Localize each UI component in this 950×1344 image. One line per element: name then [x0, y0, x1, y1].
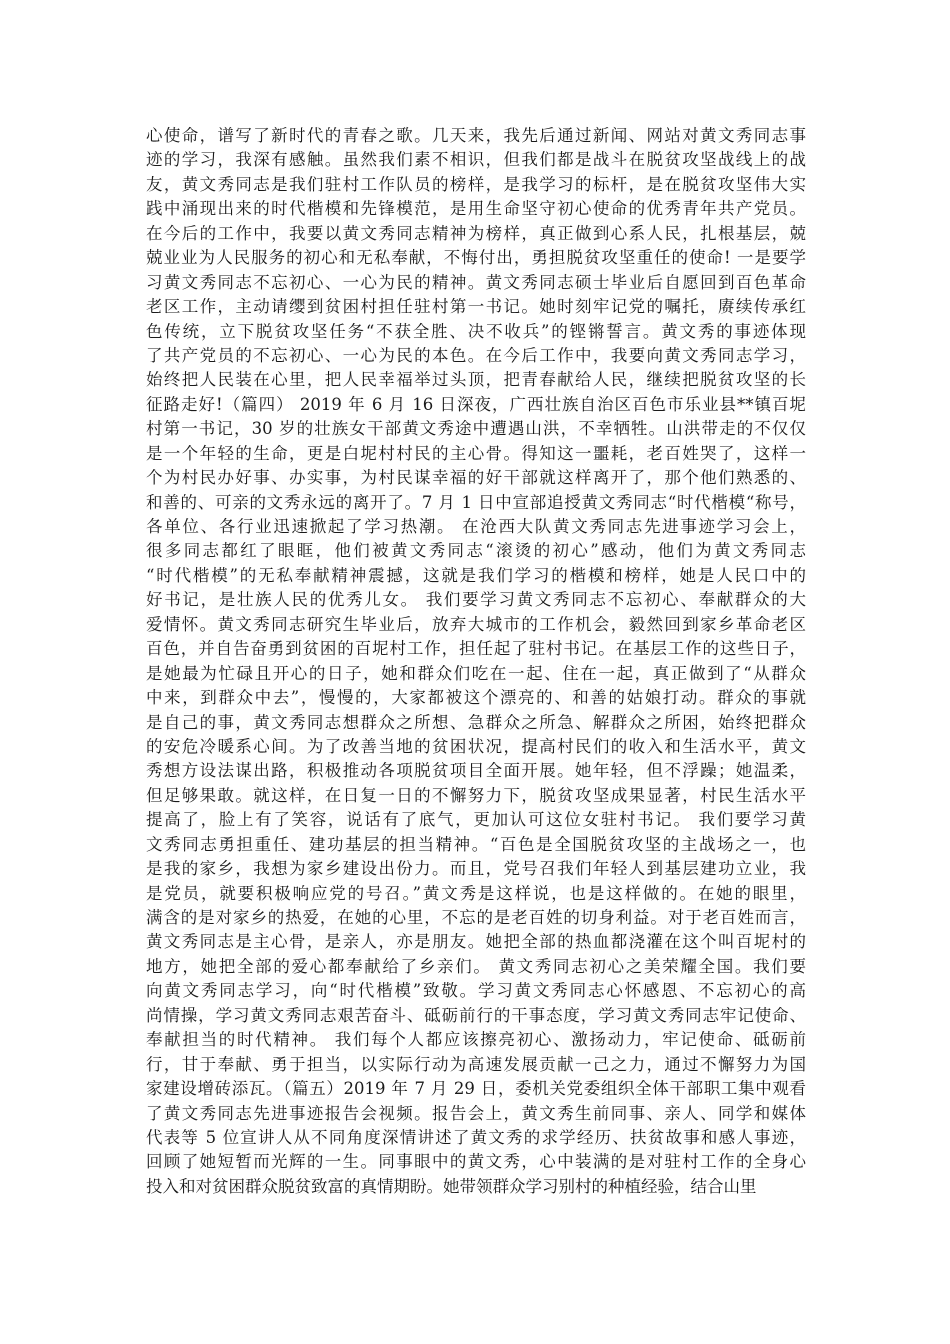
- text-line: 但足够果敢。就这样，在日复一日的不懈努力下，脱贫攻坚成果显著，村民生活水平: [146, 785, 806, 805]
- text-line: 行，甘于奉献、勇于担当，以实际行动为高速发展贡献一己之力，通过不懈努力为国: [146, 1054, 806, 1074]
- text-line: “时代楷模”的无私奉献精神震撼，这就是我们学习的楷模和榜样，她是人民口中的: [146, 565, 806, 585]
- text-line: 秀想方设法谋出路，积极推动各项脱贫项目全面开展。她年轻，但不浮躁；她温柔，: [146, 761, 806, 781]
- text-line: 很多同志都红了眼眶，他们被黄文秀同志“滚烫的初心”感动，他们为黄文秀同志: [146, 541, 806, 561]
- text-line: 黄文秀同志是主心骨，是亲人，亦是朋友。她把全部的热血都浇灌在这个叫百坭村的: [146, 932, 806, 952]
- text-line: 提高了，脸上有了笑容，说话有了底气，更加认可这位女驻村书记。 我们要学习黄: [146, 810, 806, 830]
- text-line: 是自己的事，黄文秀同志想群众之所想、急群众之所急、解群众之所困，始终把群众: [146, 712, 806, 732]
- text-line: 心使命，谱写了新时代的青春之歌。几天来，我先后通过新闻、网站对黄文秀同志事: [146, 126, 806, 145]
- text-line: 迹的学习，我深有感触。虽然我们素不相识，但我们都是战斗在脱贫攻坚战线上的战: [146, 150, 806, 170]
- text-line: 百色，并自告奋勇到贫困的百坭村工作，担任起了驻村书记。在基层工作的这些日子，: [146, 639, 806, 659]
- text-line: 色传统，立下脱贫攻坚任务“不获全胜、决不收兵”的铿锵誓言。黄文秀的事迹体现: [146, 321, 806, 341]
- text-line: 投入和对贫困群众脱贫致富的真情期盼。她带领群众学习别村的种植经验，结合山里: [146, 1176, 757, 1196]
- text-line: 家建设增砖添瓦。（篇五）2019 年 7 月 29 日，委机关党委组织全体干部职工集中观看: [146, 1079, 806, 1099]
- text-line: 各单位、各行业迅速掀起了学习热潮。 在沧西大队黄文秀同志先进事迹学习会上，: [146, 517, 806, 536]
- text-line: 个为村民办好事、办实事，为村民谋幸福的好干部就这样离开了，那个他们熟悉的、: [146, 468, 806, 488]
- text-line: 代表等 5 位宣讲人从不同角度深情讲述了黄文秀的求学经历、扶贫故事和感人事迹，: [146, 1127, 806, 1147]
- text-line: 是一个年轻的生命，更是白坭村村民的主心骨。得知这一噩耗，老百姓哭了，这样一: [146, 443, 806, 463]
- text-line: 习黄文秀同志不忘初心、一心为民的精神。黄文秀同志硕士毕业后自愿回到百色革命: [146, 272, 806, 292]
- text-line: 是我的家乡，我想为家乡建设出份力。而且，党号召我们年轻人到基层建功立业，我: [146, 859, 806, 879]
- text-line: 回顾了她短暂而光辉的一生。同事眼中的黄文秀，心中装满的是对驻村工作的全身心: [146, 1152, 806, 1172]
- text-line: 征路走好!（篇四） 2019 年 6 月 16 日深夜，广西壮族自治区百色市乐业县**镇百坭: [146, 394, 806, 414]
- text-line: 村第一书记，30 岁的壮族女干部黄文秀途中遭遇山洪，不幸牺牲。山洪带走的不仅仅: [146, 419, 806, 439]
- text-line: 友，黄文秀同志是我们驻村工作队员的榜样，是我学习的标杆，是在脱贫攻坚伟大实: [146, 174, 806, 194]
- body-text: [146, 124, 806, 1199]
- text-line: 始终把人民装在心里，把人民幸福举过头顶，把青春献给人民，继续把脱贫攻坚的长: [146, 370, 806, 390]
- text-line: 奉献担当的时代精神。 我们每个人都应该擦亮初心、激扬动力，牢记使命、砥砺前: [146, 1030, 806, 1050]
- text-line: 老区工作，主动请缨到贫困村担任驻村第一书记。她时刻牢记党的嘱托，赓续传承红: [146, 297, 806, 317]
- text-line: 是党员，就要积极响应党的号召。”黄文秀是这样说，也是这样做的。在她的眼里，: [146, 883, 806, 903]
- text-line: 是她最为忙碌且开心的日子，她和群众们吃在一起、住在一起，真正做到了“从群众: [146, 663, 806, 683]
- text-line: 文秀同志勇担重任、建功基层的担当精神。“百色是全国脱贫攻坚的主战场之一，也: [146, 834, 806, 854]
- text-line: 兢业业为人民服务的初心和无私奉献，不悔付出，勇担脱贫攻坚重任的使命! 一是要学: [146, 248, 806, 268]
- text-line: 爱情怀。黄文秀同志研究生毕业后，放弃大城市的工作机会，毅然回到家乡革命老区: [146, 614, 806, 634]
- text-line: 向黄文秀同志学习，向“时代楷模”致敬。学习黄文秀同志心怀感恩、不忘初心的高: [146, 981, 806, 1001]
- text-line: 在今后的工作中，我要以黄文秀同志精神为榜样，真正做到心系人民，扎根基层，兢: [146, 223, 806, 243]
- text-line: 和善的、可亲的文秀永远的离开了。7 月 1 日中宣部追授黄文秀同志“时代楷模“称号，: [146, 492, 806, 512]
- text-line: 了共产党员的不忘初心、一心为民的本色。在今后工作中，我要向黄文秀同志学习，: [146, 345, 806, 365]
- text-line: 地方，她把全部的爱心都奉献给了乡亲们。 黄文秀同志初心之美荣耀全国。我们要: [146, 956, 806, 976]
- text-line: 好书记，是壮族人民的优秀儿女。 我们要学习黄文秀同志不忘初心、奉献群众的大: [146, 590, 806, 610]
- text-line: 满含的是对家乡的热爱，在她的心里，不忘的是老百姓的切身利益。对于老百姓而言，: [146, 908, 806, 927]
- text-line: 践中涌现出来的时代楷模和先锋模范，是用生命坚守初心使命的优秀青年共产党员。: [146, 199, 806, 219]
- text-line: 中来，到群众中去”，慢慢的，大家都被这个漂亮的、和善的姑娘打动。群众的事就: [146, 688, 806, 708]
- text-line: 了黄文秀同志先进事迹报告会视频。报告会上，黄文秀生前同事、亲人、同学和媒体: [146, 1103, 806, 1123]
- text-line: 的安危冷暖系心间。为了改善当地的贫困状况，提高村民们的收入和生活水平，黄文: [146, 736, 806, 756]
- text-line: 尚情操，学习黄文秀同志艰苦奋斗、砥砺前行的干事态度，学习黄文秀同志牢记使命、: [146, 1005, 806, 1025]
